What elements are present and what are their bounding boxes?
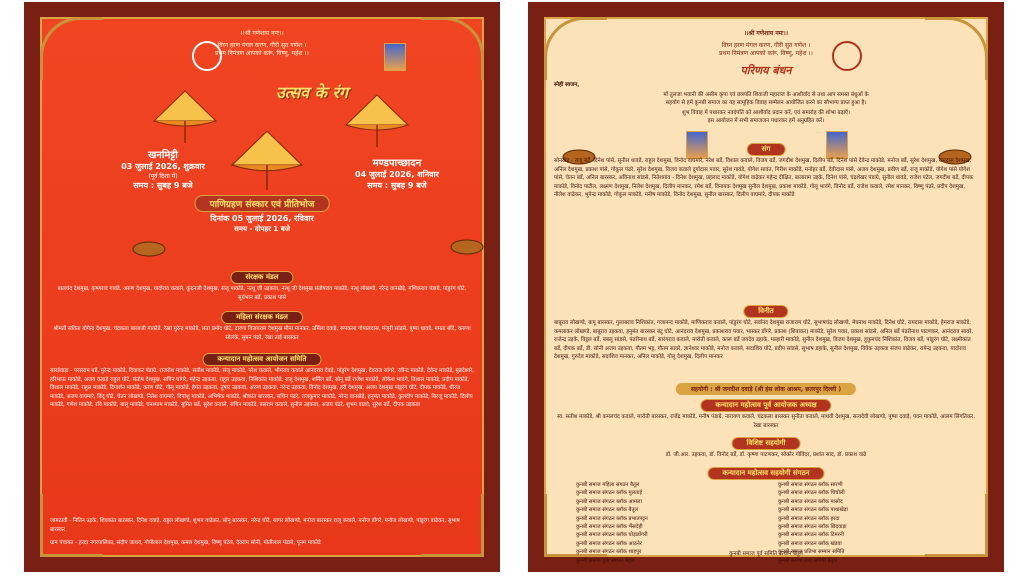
list-item: कुनबी समाज संगठन ब्लॉक सारणी [778, 482, 843, 488]
section-title-sangh: संग [747, 143, 786, 156]
intro-line-2: सहयोग से हमें कुनबी समाज का यह सामूहिक विवाह सम्मेलन आयोजित करने का सौभाग्य प्राप्त हुआ है। [665, 100, 867, 106]
mandap-date: 04 जुलाई 2026, शनिवार [355, 170, 439, 179]
wedding-date: दिनांक 05 जुलाई 2026, रविवार [210, 214, 314, 223]
umbrella-icon [150, 89, 220, 144]
intro-line-4: इस आयोजन में सभी समाजजन पधारकर हमें अनुग्रहित करें। [707, 118, 825, 124]
list-item: कुनबी समाज संगठन ब्लॉक मुलताई [576, 490, 642, 497]
section-title-sangthan: कन्यादान महोत्सव सहयोगी संगठन [707, 467, 824, 480]
intro-line-1: माँ तुलजा भवानी की असीम कृपा एवं छत्रपति शिवाजी महाराज के आशीर्वाद से तथा आप समस्त बंधुओं के [663, 92, 869, 98]
umbrella-icon [226, 129, 308, 191]
invitation-card-right [528, 2, 1004, 572]
ganesh-header: ।।श्री गणेशाय नमः।। [743, 30, 789, 37]
list-item: कुनबी समाज युवा संगठन बैतूल [576, 557, 635, 564]
card-inner [544, 17, 988, 564]
samiti-extra-2: ग्राम पंचायत - हरदा नगरपालिका, संदीप जाधव, गोपीलाल देशमुख, कमल देशमुख, विष्णु पटेल, देवराम सोनी, मोतीलाल पंडाग्रे, पूनम माकोडे [50, 540, 321, 546]
mahila-list: श्रीमती सविता योगेन्द्र देशमुख, चंद्रकला बालाजी माकोडे, रेखा मुरेन्द्र माकोडे, लता प्रमोद घोटे, दारणा विजयराम देशमुख मीना मानकर, उर्मिला दवाड़े, रूपकला गोपालदास, मंजूरी सांडसे, पुष्पा धावडे, ममता बोंदे, करुणा सोलंके, सुमन पंढरे, रेखा ताई बारस्कर [53, 326, 471, 341]
drum-icon [132, 241, 166, 257]
list-item: कुनबी समाज संगठन ब्लॉक मासोद [778, 498, 843, 505]
mantra-line-1: विघ्न हरण मंगल करण, गौरी सुत गणेश । [217, 42, 307, 49]
list-item: कुनबी समाज संगठन ब्लॉक चिचोली [778, 490, 845, 497]
mantra-line-1: विघ्न हरण मंगल करण, गौरी सुत गणेश । [721, 42, 811, 49]
list-item: कुनबी समाज संगठन ब्लॉक पाथाखेड़ा [778, 507, 848, 514]
list-item: कुनबी समाज सेवा समिति बैतूल [778, 557, 837, 564]
mantra-line-2: प्रथम निमंत्रण आपको करूं, विष्णु, महेश ।। [215, 50, 309, 57]
sanrakshak-list: बालचंद देशमुख, कृष्णराव गावंडे, अरुण देशमुख, यादोराव कवाले, कुंदनजी देशमुख, संजू माकोडे, नत्थू जी उइकवा, नत्थू जी देशमुख संतोषराव माकोडे, नत्थू लोखण्डे, नरेन्द्र वानखेड़े, मणिकराव पंडाग्रे, पांडुरंग घोटे, सूर्यभान बर्डे, प्रकाश पांसे [57, 286, 467, 301]
mantra-line-2: प्रथम निमंत्रण आपको करूं, विष्णु, महेश ।। [719, 50, 813, 57]
umbrella-icon [342, 93, 412, 148]
list-item: कुनबी समाज संगठन ब्लॉक खंडवा [778, 540, 842, 547]
page-title: उत्सव के रंग [275, 83, 349, 102]
list-item: कुनबी समाज महिला संगठन बैतूल [576, 482, 640, 488]
list-item: कुनबी समाज संगठन ब्लॉक हरदा [778, 515, 840, 522]
samiti-extra: जामठावी - नितिन उइके, शिवकांत बारस्कर, दिनेश दवाड़े, राहुल लोखण्डे, शुभम वाढेकर, सोनू बारस्कर, नरेन्द्र घोटे, सागर लोखण्डे, मनोज बारस्कर राजू कवाले, मनोज डोंगरे, मनोज लोखण्डे, पांडुरंग वाढेकर, सुभाष बारस्कर [50, 518, 460, 533]
vinit-list: बाबूराव लोखण्डे, बापू बारस्कर, गुलाबराव निशिकांत, गजानन्द माकोडे, माणिकराव कवाले, पांडुरंग घोटे, सर्वानंद देशमुख राजाराम घोटे, सुभाषचंद्र लोखण्डे, मेघनाथ माकोडे, दिनेश घोटे, रामदास माकोडे, हेमराज माकोडे, कमलाकर लोखण्डे, बाबूराव उइकवा, हनुमंत बारस्कर बंटू घोटे, आनंदराव देशमुख, प्रकाशराव पवार, भास्कर डोंगरे, प्रकाश (शिवाकर) माकोडे, सुरेश पवार, प्रकाश सांडसे, अनिल बर्डे पंढरीनाथ पाटणकर, आनंदराव सावरे, राजेन्द्र उइके, विट्ठल बर्डे, बबलू सांडसे, पंढरीनाथ बर्डे, सारंगराव कवाले, मारोती कवाले, कारू बर्डे जयदेव डहाके, मल्हारी माकोडे, सुनील देशमुख, विजय देशमुख, हुकुमचंद निशिकांत, विजय बर्डे, पांडुरंग घोटे, लक्ष्मीकांत बर्डे, दीपक बर्डे, डी. सोनी अजय उइकवा, गौतम भट्ट, गौतम सावरे, ज्ञानेश्वर माकोडे, मनोज कवाले, सदाशिव घोटे, प्रदीप सांडसे, सुभाष डहाके, सुनील देशमुख, विवेक उइकवा संजय वाढेकर, रामेन्द्र उइकवा, यादोराव देशमुख, गुरुदेव माकोडे, सदाशिव मानकर, अनिल माकोडे, गोलू देशमुख, दिलीप मानकर [554, 320, 974, 361]
list-item: कुनबी समाज संगठन ब्लॉक बैतूल [576, 507, 638, 514]
adhyaksh-list: स्व. सतीश माकोडे, श्री कमलचंद कवाले, मारोती बारस्कर, राजेंद्र माकोडे, मनीष पंडाग्रे, नारायण कवाले, चंद्रकला बारस्कर सुनीता कवाले, माधवी देशमुख, सत्यदेवी लोखण्डे, पुष्पा दवाड़े, पवन माकोडे, आलम लिंगतिकर, रेखा बारस्कर [557, 414, 975, 429]
list-item: कुनबी समाज प्रतिभा सम्मान समिति [778, 549, 845, 556]
deity-image [826, 131, 848, 159]
list-item: कुनबी समाज संगठन ब्लॉक आठनेर [576, 540, 642, 547]
section-title-vinit: विनीत [743, 305, 788, 318]
section-title-samiti: कन्यादान महोत्सव आयोजन समिति [202, 353, 321, 366]
list-item: कुनबी समाज संगठन ब्लॉक शाहपुर [576, 549, 642, 556]
section-title-adhyaksh: कन्यादान महोत्सव पूर्व आयोजक अध्यक्ष [700, 399, 831, 412]
list-item: कुनबी समाज संगठन ब्लॉक आमला [576, 498, 642, 505]
list-item: कुनबी समाज संगठन ब्लॉक प्रभातपट्टन [576, 515, 648, 522]
intro-line-3: शुभ विवाह में पधारकर नवदंपति को आशीर्वाद प्रदान करें, एवं समारोह की शोभा बढ़ाएँ। [681, 110, 851, 116]
deity-image [686, 131, 708, 159]
khanmitti-title: खनमिट्टी [148, 150, 178, 161]
list-item: कुनबी समाज संगठन ब्लॉक छिंदवाड़ा [778, 524, 847, 531]
khanmitti-note: (पूर्व दिशा में) [148, 173, 178, 180]
footer-text: कुनबी समाज पूर्व समिति उत्थान बैतूल [729, 551, 803, 557]
greeting: स्नेही स्वजन, [554, 82, 580, 88]
ganesh-header: ।।श्री गणेशाय नमः।। [240, 30, 284, 37]
card-inner [40, 17, 484, 557]
section-title-vishesh: विशिष्ट सहयोगी [732, 437, 801, 450]
invitation-card-left [24, 2, 500, 572]
khanmitti-block [98, 147, 228, 191]
vishesh-list: डॉ. जी.आर. उइकवा, डॉ. विनोद बर्डे, डॉ. कृष्णा पाटणकर, सोकोर गोविंदर, प्रशांत साद, डॉ. प्रकाश वाढे [665, 452, 867, 458]
section-title-mahila: महिला संरक्षक मंडल [221, 311, 303, 324]
samiti-list: सारईवाड़ा - परसराम बर्डे, मुरेन्द्र माकोडे, दिवाकर पंडाग्रे, राजरोश माकोडे, सतीश माकोडे, संजू माकोडे, नरेश कवाले, भीमराव कवाले आनंदराव देवड़े, पांडुरंग देशमुख, देवराज सांगरे, रवीन्द्र माकोडे, देवेन्द्र माकोडे, मुन्नदेश्वरे, हरिभाऊ माकोडे, अजय कहाड़े राहुल घोटे, संतोष देशमुख, सचिन घांगरे, महेन्द्र उइकवा, राहुल उइकवा, निशिकांत माकोडे, राजू देशमुख, शर्मिल बर्डे, सोनू बर्डे राजेश माकोडे, लोकेश भावंगे, विशाल माकोडे, प्रदीप माकोडे, विशाल माकोडे, राहुल माकोडे, दिग्दर्शन माकोडे, करण घोटे, गोलू माकोडे, हेमंत उइकवा, तुषार उइकवा, अरुण उइकवा, नरेन्द्र उइकवा, विनोद देशमुख, हरी देशमुख, अजय देशमुख पांडुरंग घोटे, दीपक माकोडे, धीरज माकोडे, अजय वाघमारे, बिंदू घोटे, चेतन लोखण्डे, नितेश वाघमारे, दिपांशु माकोडे, अभिषेक माकोडे, श्रीकांत बारस्कर, सचिन पंढरे, राजकुमार माकोडे, नरेन्द्र वानखेड़े, हनुमंत माकोडे, कुलदीप माकोडे, बिरजू माकोडे, दिलीप माकोडे, गणेश माकोडे, रवि माकोडे, बालू माकोडे, घनश्याम माकोडे, सुमित बर्डे, सुरेश कवाले, सचिन माकोडे, बलराम कवाले, सुनील उइकवा, अजय पंढरे, शुभम वाडवे, सुरेश बर्डे, दीपक उइकवा [50, 368, 474, 409]
list-item: कुनबी समाज संगठन ब्लॉक टिमरनी [778, 532, 844, 539]
section-title-sanrakshak: संरक्षक मंडल [230, 271, 293, 284]
page-title: परिणय बंधन [740, 64, 792, 77]
khanmitti-date: 03 जुलाई 2026, शुक्रवार [121, 162, 205, 171]
wedding-banner-title: पाणिग्रहण संस्कार एवं प्रीतिभोज [195, 195, 330, 212]
drum-icon [450, 239, 484, 255]
mandap-block [332, 155, 462, 191]
sangh-list: सोनखेड़ - राजू बर्डे, दिनेश पांसे, सुनील धावडे, राहुल देशमुख, विनोद वाघमारे, नरेश बर्डे, विशाल कवाले, विजय बर्डे, जगदीश देशमुख, दिलीप बर्डे, दिनेश पांसे देवेन्द्र माकोडे, मनोज बर्डे, सुरेश देशमुख, रामदास देशमुख, अनिल देशमुख, प्रकाश पांसे, गोकुल पंढरे, सुरेश देशमुख, विजय कवाले दुर्गादास पवार, सुरेश गावंडे, योगेश सावंत, गिरीश माकोडे, मनोहर बर्डे, देवीदास पांसे, अजय देशमुख, प्रवीण बर्डे, राजू माकोडे, योगेश पांसे योगेश पांसे, चेतन बर्डे, अनिल बारस्कर, अविनाश सांडसे, नितेशग़ांव - दिनेश देशमुख, प्रहलाद माकोडे, योगेश वाढेकर महेन्द्र दीक्षित, बालाराम उइके, दिनेश पांसे, चंद्रशेखर पंडाग्रे, सुनील धावडे, राजेश पटेल, जगदीश बर्डे, दीपक माकोडे, विनोद पाटील, लक्ष्मण देशमुख, निलेश देशमुख, दिलीप मानकर, रमेश बर्डे, विनायक देशमुख सुनील देशमुख, प्रकाश माकोडे, गोलू भावंगे, विनोद बर्डे, राजेश कवाले, रमेश मानकर, विष्णु पंढरे, प्रदीप देशमुख, नीलेश वाढेकर, भूपेन्द्र माकोडे, गोकुल माकोडे, मनीष माकोडे, विनोद देशमुख, सुनील बारस्कर, दिलीप वाघमारे, दीपक माकोडे [554, 158, 974, 199]
sahyogi-line: सहयोगी : श्री जगदीश दवाड़े (श्री हंस लोक आश्रम, छतरपुर दिल्ली ) [676, 383, 856, 395]
mandap-time: समय : सुबह 9 बजे [367, 181, 427, 190]
mandap-title: मण्डपाच्छादन [372, 158, 422, 169]
list-item: कुनबी समाज संगठन ब्लॉक भैंसदेही [576, 524, 643, 531]
khanmitti-time: समय : सुबह 9 बजे [133, 181, 193, 190]
list-item: कुनबी समाज संगठन ब्लॉक घोड़ाडोंगरी [576, 532, 648, 539]
wedding-time: समय - दोपहर 1 बजे [234, 225, 290, 233]
